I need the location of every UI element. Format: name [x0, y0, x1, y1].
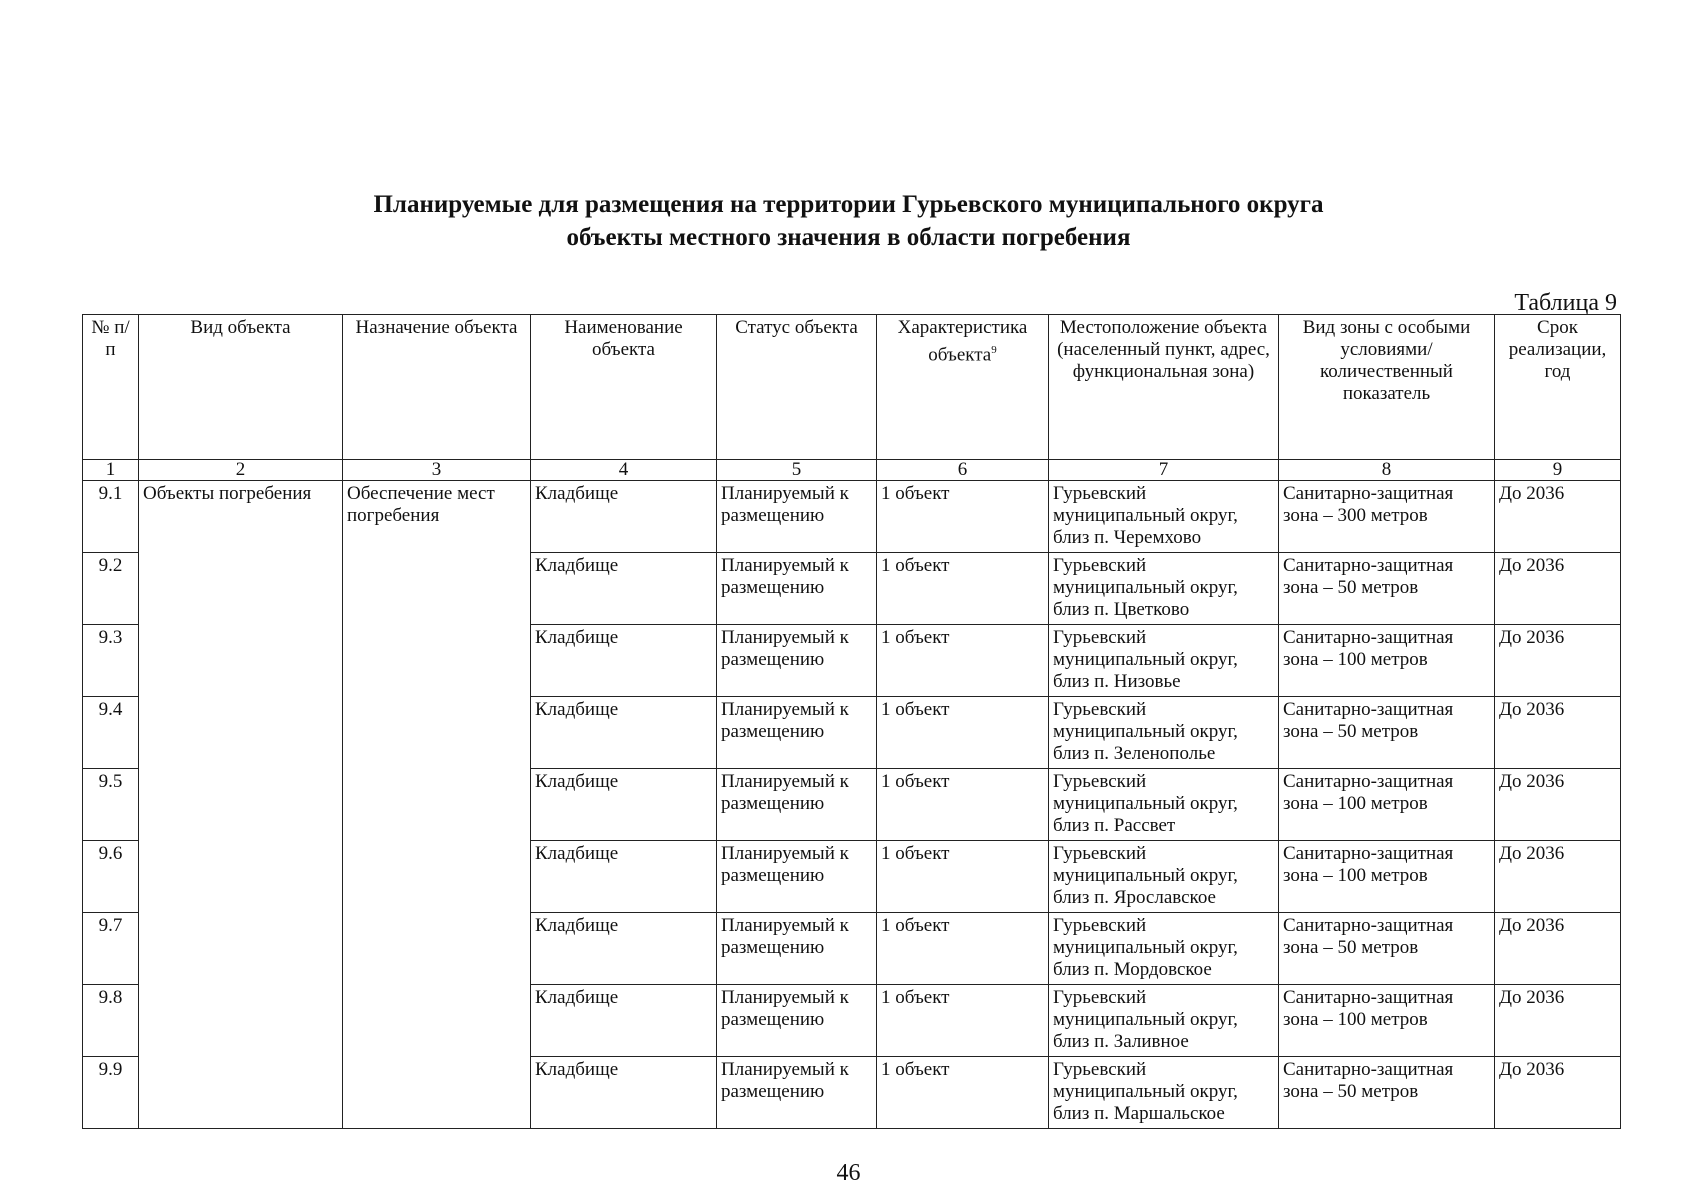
zone-type: Санитарно-защитная зона – 50 метров: [1279, 553, 1495, 625]
object-status: Планируемый к размещению: [717, 841, 877, 913]
object-location: Гурьевский муниципальный округ, близ п. Мордовское: [1049, 913, 1279, 985]
object-characteristic: 1 объект: [877, 913, 1049, 985]
header-status: Статус объекта: [717, 315, 877, 460]
row-number: 9.4: [83, 697, 139, 769]
row-number: 9.6: [83, 841, 139, 913]
object-characteristic: 1 объект: [877, 985, 1049, 1057]
object-location: Гурьевский муниципальный округ, близ п. Заливное: [1049, 985, 1279, 1057]
object-status: Планируемый к размещению: [717, 985, 877, 1057]
object-status: Планируемый к размещению: [717, 481, 877, 553]
object-name: Кладбище: [531, 481, 717, 553]
object-characteristic: 1 объект: [877, 553, 1049, 625]
table-row: [83, 481, 1621, 553]
object-status: Планируемый к размещению: [717, 697, 877, 769]
column-number: 3: [343, 460, 531, 481]
header-location: Местоположение объекта (населенный пункт, адрес, функциональная зона): [1049, 315, 1279, 460]
header-characteristic-text: Характеристика объекта: [897, 317, 1028, 366]
header-term: Срок реализации, год: [1495, 315, 1621, 460]
header-row: [83, 315, 1621, 460]
object-characteristic: 1 объект: [877, 481, 1049, 553]
object-location: Гурьевский муниципальный округ, близ п. Зеленополье: [1049, 697, 1279, 769]
zone-type: Санитарно-защитная зона – 50 метров: [1279, 913, 1495, 985]
object-location: Гурьевский муниципальный округ, близ п. Низовье: [1049, 625, 1279, 697]
objects-table: [82, 314, 1621, 1129]
row-number: 9.9: [83, 1057, 139, 1129]
column-number-row: [83, 460, 1621, 481]
object-characteristic: 1 объект: [877, 841, 1049, 913]
object-name: Кладбище: [531, 841, 717, 913]
title-line-2: объекты местного значения в области погребения: [566, 224, 1131, 251]
object-status: Планируемый к размещению: [717, 553, 877, 625]
object-location: Гурьевский муниципальный округ, близ п. Рассвет: [1049, 769, 1279, 841]
column-number: 5: [717, 460, 877, 481]
object-name: Кладбище: [531, 553, 717, 625]
header-num: № п/п: [83, 315, 139, 460]
implementation-term: До 2036: [1495, 913, 1621, 985]
object-location: Гурьевский муниципальный округ, близ п. Цветково: [1049, 553, 1279, 625]
object-status: Планируемый к размещению: [717, 625, 877, 697]
row-number: 9.3: [83, 625, 139, 697]
document-title: [0, 188, 1697, 254]
implementation-term: До 2036: [1495, 769, 1621, 841]
table-label: Таблица 9: [1514, 290, 1617, 316]
object-location: Гурьевский муниципальный округ, близ п. Черемхово: [1049, 481, 1279, 553]
object-name: Кладбище: [531, 985, 717, 1057]
zone-type: Санитарно-защитная зона – 50 метров: [1279, 1057, 1495, 1129]
header-kind: Вид объекта: [139, 315, 343, 460]
zone-type: Санитарно-защитная зона – 100 метров: [1279, 841, 1495, 913]
header-zone: Вид зоны с особыми условиями/ количественный показатель: [1279, 315, 1495, 460]
object-name: Кладбище: [531, 1057, 717, 1129]
column-number: 8: [1279, 460, 1495, 481]
column-number: 6: [877, 460, 1049, 481]
zone-type: Санитарно-защитная зона – 50 метров: [1279, 697, 1495, 769]
column-number: 1: [83, 460, 139, 481]
column-number: 9: [1495, 460, 1621, 481]
zone-type: Санитарно-защитная зона – 100 метров: [1279, 985, 1495, 1057]
implementation-term: До 2036: [1495, 985, 1621, 1057]
object-characteristic: 1 объект: [877, 625, 1049, 697]
object-status: Планируемый к размещению: [717, 1057, 877, 1129]
object-status: Планируемый к размещению: [717, 769, 877, 841]
object-location: Гурьевский муниципальный округ, близ п. Маршальское: [1049, 1057, 1279, 1129]
row-number: 9.5: [83, 769, 139, 841]
footnote-mark: 9: [991, 344, 997, 356]
object-name: Кладбище: [531, 625, 717, 697]
header-name: Наименование объекта: [531, 315, 717, 460]
object-characteristic: 1 объект: [877, 769, 1049, 841]
implementation-term: До 2036: [1495, 697, 1621, 769]
implementation-term: До 2036: [1495, 625, 1621, 697]
object-location: Гурьевский муниципальный округ, близ п. Ярославское: [1049, 841, 1279, 913]
column-number: 2: [139, 460, 343, 481]
object-name: Кладбище: [531, 769, 717, 841]
zone-type: Санитарно-защитная зона – 100 метров: [1279, 625, 1495, 697]
row-number: 9.1: [83, 481, 139, 553]
implementation-term: До 2036: [1495, 841, 1621, 913]
row-number: 9.8: [83, 985, 139, 1057]
object-kind: Объекты погребения: [139, 481, 343, 1129]
object-name: Кладбище: [531, 913, 717, 985]
object-name: Кладбище: [531, 697, 717, 769]
header-characteristic: [877, 315, 1049, 460]
implementation-term: До 2036: [1495, 481, 1621, 553]
column-number: 7: [1049, 460, 1279, 481]
implementation-term: До 2036: [1495, 553, 1621, 625]
zone-type: Санитарно-защитная зона – 300 метров: [1279, 481, 1495, 553]
object-characteristic: 1 объект: [877, 697, 1049, 769]
page-number: 46: [836, 1160, 861, 1186]
header-purpose: Назначение объекта: [343, 315, 531, 460]
column-number: 4: [531, 460, 717, 481]
title-line-1: Планируемые для размещения на территории Гурьевского муниципального округа: [373, 191, 1324, 218]
zone-type: Санитарно-защитная зона – 100 метров: [1279, 769, 1495, 841]
implementation-term: До 2036: [1495, 1057, 1621, 1129]
object-characteristic: 1 объект: [877, 1057, 1049, 1129]
row-number: 9.2: [83, 553, 139, 625]
object-purpose: Обеспечение мест погребения: [343, 481, 531, 1129]
object-status: Планируемый к размещению: [717, 913, 877, 985]
row-number: 9.7: [83, 913, 139, 985]
